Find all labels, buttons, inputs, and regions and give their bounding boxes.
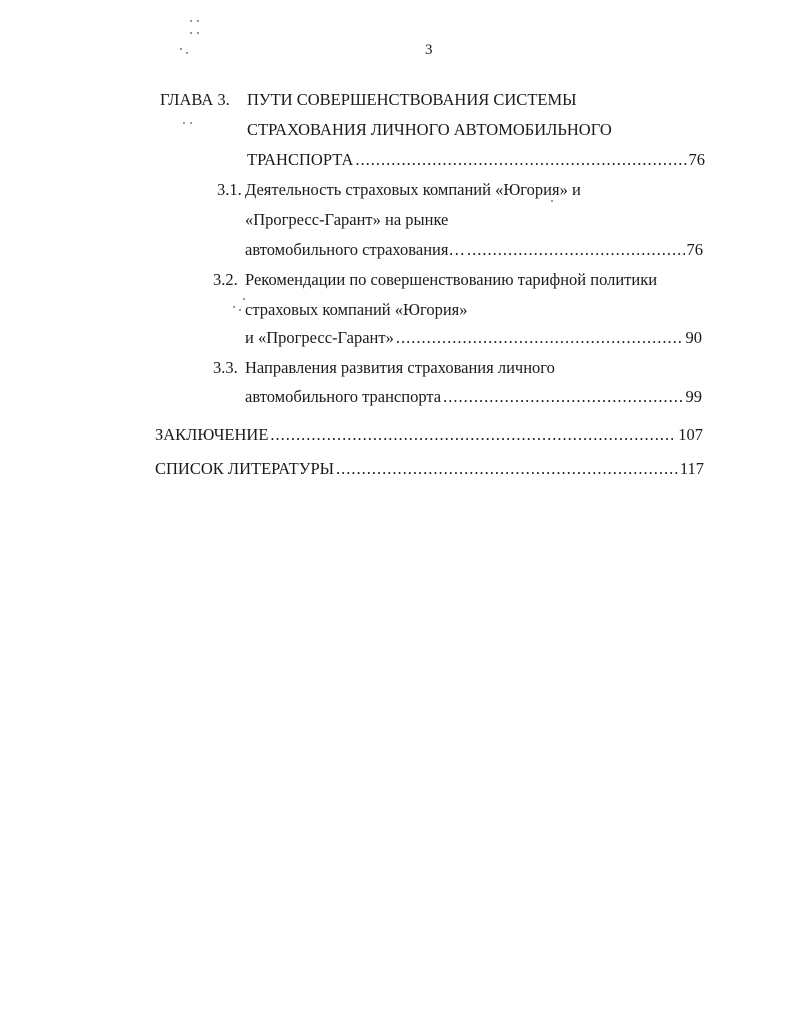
scan-speck [190, 32, 192, 34]
section-title-text: автомобильного страхования… [245, 240, 465, 259]
section-title-line-3 [245, 240, 703, 260]
section-number: 3.2. [213, 270, 238, 289]
section-title-text: и «Прогресс-Гарант» [245, 328, 394, 347]
scan-speck [239, 309, 241, 311]
dot-leader [336, 459, 678, 479]
scan-speck [190, 122, 192, 124]
section-title-line-1: Рекомендации по совершенствованию тарифной политики [245, 270, 658, 289]
scan-speck [233, 306, 235, 308]
section-page: 99 [685, 387, 702, 406]
section-number: 3.1. [217, 180, 242, 199]
section-title-line-1: Деятельность страховых компаний «Югория» и [245, 180, 581, 199]
chapter-page: 76 [688, 150, 705, 169]
dot-leader [467, 240, 685, 260]
chapter-title-text: ТРАНСПОРТА [247, 150, 354, 169]
section-page: 90 [685, 328, 702, 347]
section-number: 3.3. [213, 358, 238, 377]
section-title-line-2 [245, 387, 702, 407]
conclusion-label: ЗАКЛЮЧЕНИЕ [155, 425, 269, 444]
page-number: 3 [425, 42, 433, 58]
references-label: СПИСОК ЛИТЕРАТУРЫ [155, 459, 335, 478]
chapter-title-line-3 [247, 150, 705, 170]
dot-leader [443, 387, 683, 407]
chapter-title-line-1: ПУТИ СОВЕРШЕНСТВОВАНИЯ СИСТЕМЫ [247, 90, 577, 109]
scan-speck [551, 200, 553, 202]
dot-leader [270, 425, 676, 445]
dot-leader [396, 328, 684, 348]
section-title-line-2: «Прогресс-Гарант» на рынке [245, 210, 449, 229]
section-title-text: автомобильного транспорта [245, 387, 442, 406]
scan-speck [190, 20, 192, 22]
scan-speck [197, 32, 199, 34]
section-title-line-2: страховых компаний «Югория» [245, 300, 468, 319]
scan-speck [243, 298, 245, 300]
chapter-title-line-2: СТРАХОВАНИЯ ЛИЧНОГО АВТОМОБИЛЬНОГО [247, 120, 612, 139]
references-entry [155, 459, 704, 479]
scan-speck [197, 20, 199, 22]
section-page: 76 [686, 240, 703, 259]
scan-speck [180, 48, 182, 50]
scan-speck [186, 52, 188, 54]
conclusion-entry [155, 425, 703, 445]
section-title-line-3 [245, 328, 702, 348]
scan-speck [183, 122, 185, 124]
dot-leader [355, 150, 686, 170]
conclusion-page: 107 [678, 425, 703, 444]
chapter-label: ГЛАВА 3. [160, 90, 230, 109]
section-title-line-1: Направления развития страхования личного [245, 358, 555, 377]
references-page: 117 [679, 459, 704, 478]
